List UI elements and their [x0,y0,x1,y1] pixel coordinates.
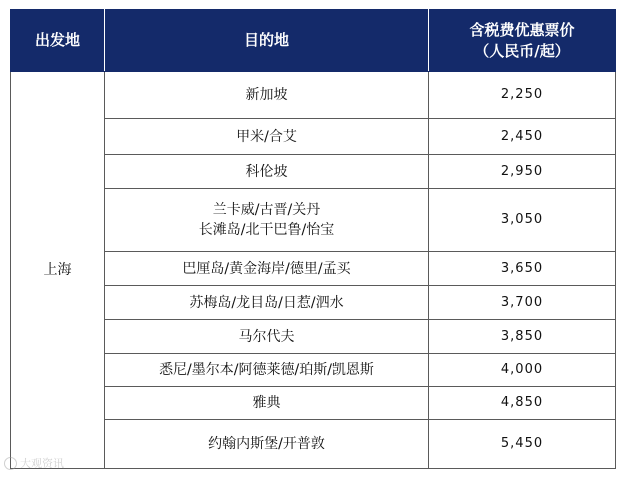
header-destination: 目的地 [105,10,429,72]
table-header [11,10,616,72]
destination-text: 新加坡 [245,87,288,103]
price-cell: 2,250 [429,72,616,119]
destination-text: 巴厘岛/黄金海岸/德里/孟买 [182,260,351,277]
destination-cell [105,189,429,252]
header-row [11,10,616,72]
destination-cell [105,286,429,320]
header-price-line2: （人民币/起） [474,41,570,60]
destination-cell [105,320,429,354]
destination-cell [105,420,429,469]
table-body [11,72,616,469]
destination-text: 甲米/合艾 [236,128,297,145]
watermark-icon [4,457,17,470]
price-cell: 3,050 [429,189,616,252]
price-cell: 5,450 [429,420,616,469]
destination-text: 马尔代夫 [238,328,295,345]
fare-table [10,9,616,469]
table-row [11,72,616,119]
price-cell: 2,450 [429,119,616,155]
watermark [4,455,64,471]
price-cell: 4,850 [429,387,616,420]
destination-text: 科伦坡 [245,163,288,180]
price-cell: 2,950 [429,155,616,189]
header-price-line1: 含税费优惠票价 [469,20,575,39]
header-price [429,10,616,72]
price-cell: 4,000 [429,354,616,387]
destination-text: 苏梅岛/龙目岛/日惹/泗水 [189,294,344,311]
destination-cell [105,155,429,189]
price-cell: 3,700 [429,286,616,320]
destination-text: 雅典 [252,395,281,411]
destination-cell [105,119,429,155]
watermark-text: 大观资讯 [20,457,64,470]
destination-text: 兰卡威/古晋/关丹 [212,202,321,218]
destination-text: 悉尼/墨尔本/阿德莱德/珀斯/凯恩斯 [159,362,374,378]
destination-cell [105,252,429,286]
destination-text: 长滩岛/北干巴鲁/怡宝 [198,222,335,238]
header-origin: 出发地 [11,10,105,72]
destination-cell [105,354,429,387]
price-cell: 3,850 [429,320,616,354]
origin-cell: 上海 [11,72,105,469]
destination-cell [105,387,429,420]
destination-cell [105,72,429,119]
destination-text: 约翰内斯堡/开普敦 [208,436,325,452]
price-cell: 3,650 [429,252,616,286]
